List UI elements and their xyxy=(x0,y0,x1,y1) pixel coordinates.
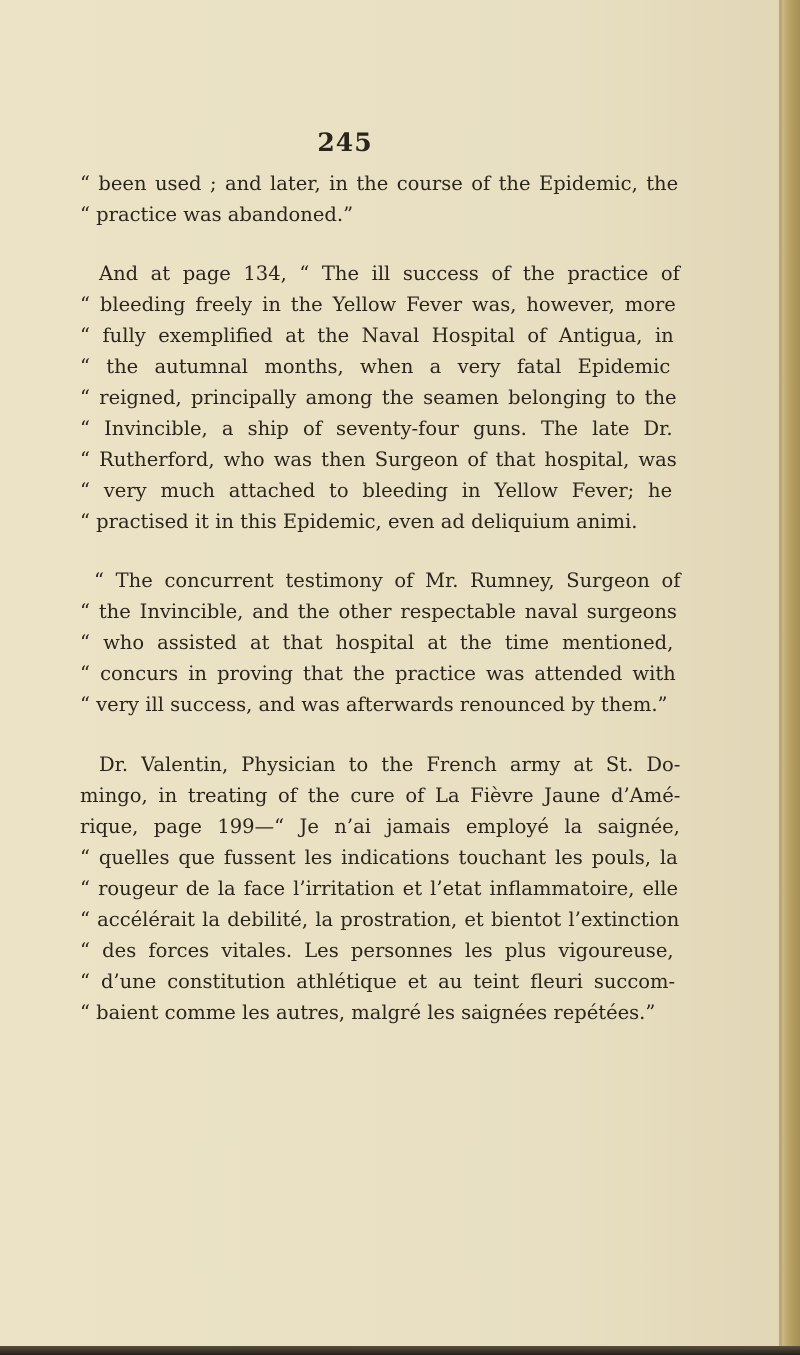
text-line: “ The concurrent testimony of Mr. Rumney, Surgeon of xyxy=(94,569,681,592)
text-line: “ concurs in proving that the practice was attended with xyxy=(80,662,676,685)
text-line: “ very much attached to bleeding in Yellow Fever; he xyxy=(80,479,673,502)
text-line: “ Rutherford, who was then Surgeon of that hospital, was xyxy=(80,448,677,471)
text-line: rique, page 199—“ Je n’ai jamais employé la saignée, xyxy=(80,815,680,838)
text-line: “ been used ; and later, in the course of the Epidemic, the xyxy=(80,172,679,195)
text-line: mingo, in treating of the cure of La Fièvre Jaune d’Amé- xyxy=(80,784,681,807)
text-line: “ baient comme les autres, malgré les saignées repétées.” xyxy=(80,1001,656,1024)
text-line: “ the autumnal months, when a very fatal Epidemic xyxy=(80,355,671,378)
text-line: “ the Invincible, and the other respectable naval surgeons xyxy=(80,600,677,623)
text-line: “ Invincible, a ship of seventy-four guns. The late Dr. xyxy=(80,417,673,440)
text-line: Dr. Valentin, Physician to the French army at St. Do- xyxy=(99,753,681,776)
text-line: “ practised it in this Epidemic, even ad deliquium animi. xyxy=(80,510,638,533)
page-number: 245 xyxy=(317,128,373,157)
text-line: “ quelles que fussent les indications touchant les pouls, la xyxy=(80,846,678,869)
text-line: “ reigned, principally among the seamen belonging to the xyxy=(80,386,677,409)
text-line: “ des forces vitales. Les personnes les plus vigoureuse, xyxy=(80,939,674,962)
text-line: “ accélérait la debilité, la prostration, et bientot l’extinction xyxy=(80,908,680,931)
page-edge-shadow xyxy=(779,0,782,1355)
text-line: “ bleeding freely in the Yellow Fever was, however, more xyxy=(80,293,676,316)
text-line: “ rougeur de la face l’irritation et l’etat inflammatoire, elle xyxy=(80,877,679,900)
text-line: “ practice was abandoned.” xyxy=(80,203,354,226)
text-line: “ fully exemplified at the Naval Hospital of Antigua, in xyxy=(80,324,674,347)
text-line: “ d’une constitution athlétique et au teint fleuri succom- xyxy=(80,970,676,993)
text-line: “ who assisted at that hospital at the time mentioned, xyxy=(80,631,674,654)
text-line: And at page 134, “ The ill success of the practice of xyxy=(99,262,680,285)
text-line: “ very ill success, and was afterwards renounced by them.” xyxy=(80,693,668,716)
bottom-edge xyxy=(0,1346,800,1355)
page-edge xyxy=(782,0,800,1355)
